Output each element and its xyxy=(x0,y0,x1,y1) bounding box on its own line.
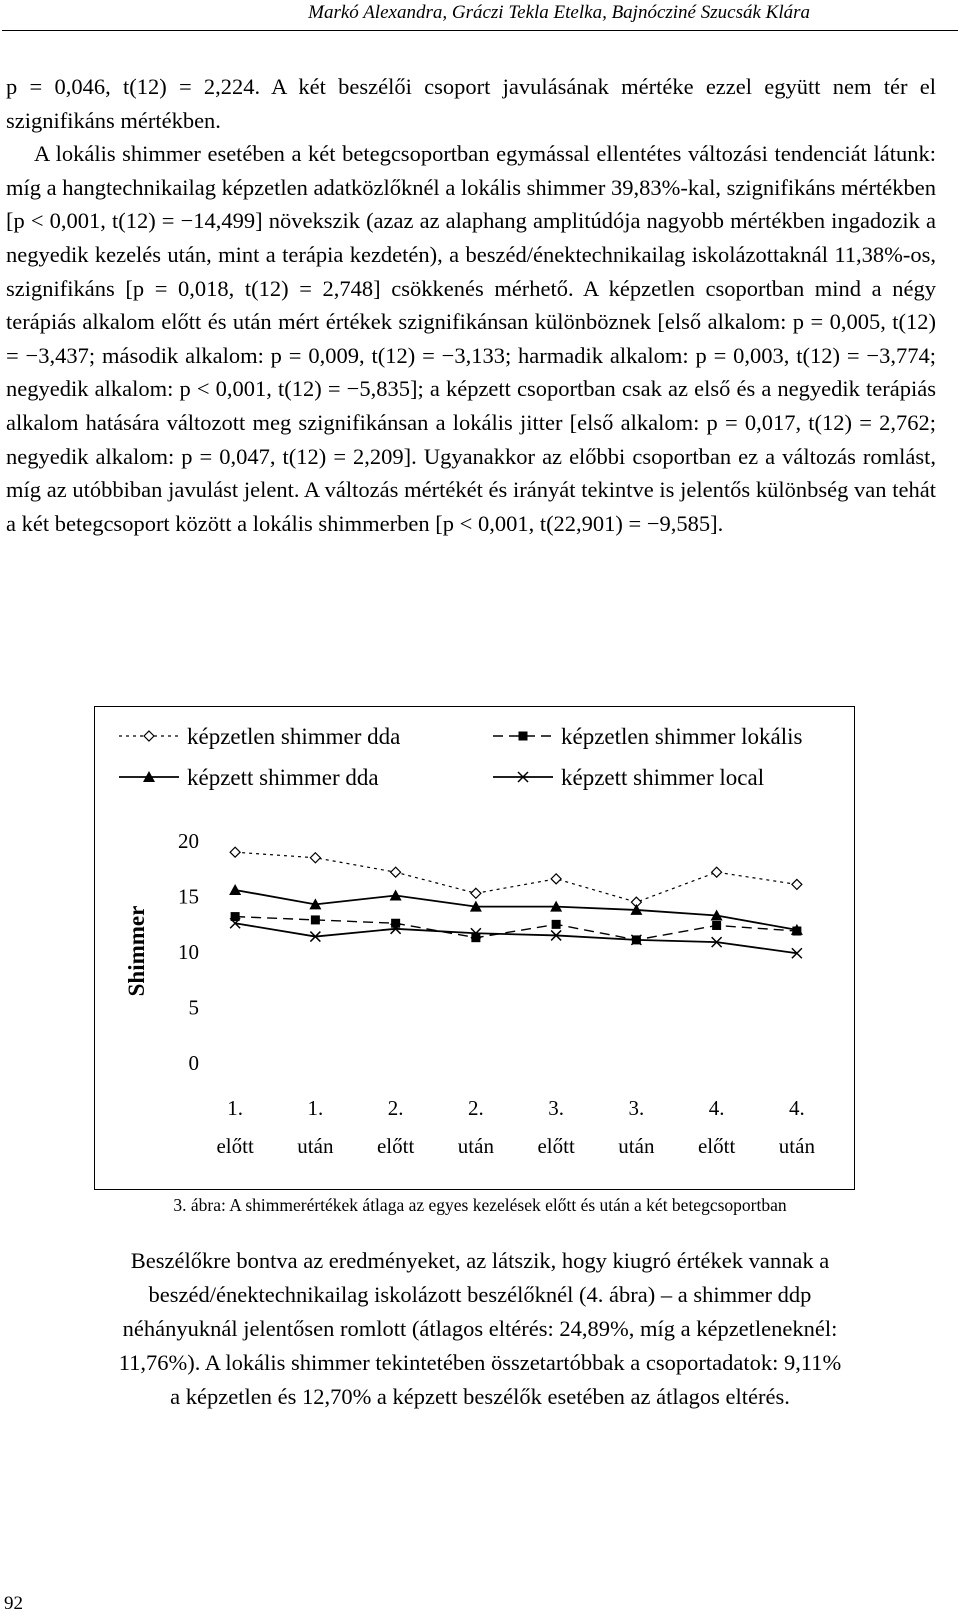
paragraph-local-shimmer: A lokális shimmer esetében a két betegcsoportban egymással ellentétes változási tendenciát látunk: míg a hangtechnikailag képzetlen adatközlőknél a lokális shimmer 39,83%-kal, szignifikáns mértékben [p < 0,001, t(12) = −14,499] növekszik (azaz az alaphang amplitúdója nagyobb mértékben ingadozik a negyedik kezelés után, mint a terápia kezdetén), a beszéd/énektechnikailag iskolázottaknál 11,38%-os, szignifikáns [p = 0,018, t(12) = 2,748] csökkenés mérhető. A képzetlen csoportban mind a négy terápiás alkalom előtt és után mért értékek szignifikánsan különböznek [első alkalom: p = 0,005, t(12) = −3,437; második alkalom: p = 0,009, t(12) = −3,133; harmadik alkalom: p = 0,003, t(12) = −3,774; negyedik alkalom: p < 0,001, t(12) = −5,835]; a képzett csoportban csak az első és a negyedik terápiás alkalom hatására változott meg szignifikánsan a lokális jitter [első alkalom: p = 0,017, t(12) = 2,762; negyedik alkalom: p = 0,047, t(12) = 2,209]. Ugyanakkor az előbbi csoportban ez a változás romlást, míg az utóbbiban javulást jelent. A változás mértékét és irányát tekintve is jelentős különbség van tehát a két betegcsoport között a lokális shimmerben [p < 0,001, t(22,901) = −9,585]. xyxy=(6,141,936,536)
data-point xyxy=(792,879,802,889)
legend-label: képzetlen shimmer dda xyxy=(187,724,401,749)
header-rule xyxy=(2,30,958,31)
data-point xyxy=(551,874,561,884)
data-point xyxy=(552,920,561,929)
data-point xyxy=(712,921,721,930)
legend-label: képzett shimmer local xyxy=(561,765,765,790)
series-line xyxy=(235,852,797,902)
closing-line: 11,76%). A lokális shimmer tekintetében összetartóbbak a csoportadatok: 9,11% xyxy=(118,1350,842,1375)
legend-marker xyxy=(144,731,154,741)
x-tick-label: után xyxy=(778,1134,815,1158)
shimmer-chart xyxy=(94,706,855,1190)
y-tick-label: 15 xyxy=(178,884,199,909)
y-tick-label: 5 xyxy=(188,995,199,1020)
legend-label: képzett shimmer dda xyxy=(187,765,379,790)
page-number: 92 xyxy=(4,1593,23,1614)
header-authors: Markó Alexandra, Gráczi Tekla Etelka, Bajnócziné Szucsák Klára xyxy=(308,2,810,23)
x-tick-label: 2. xyxy=(468,1096,484,1120)
x-tick-label: előtt xyxy=(537,1134,575,1158)
y-axis-label: Shimmer xyxy=(124,905,149,997)
x-tick-label: előtt xyxy=(216,1134,254,1158)
y-tick-label: 0 xyxy=(188,1051,199,1075)
y-tick-label: 10 xyxy=(178,940,199,964)
data-point xyxy=(230,847,240,857)
x-tick-label: 4. xyxy=(789,1096,805,1120)
x-tick-label: előtt xyxy=(697,1134,736,1158)
closing-paragraph xyxy=(0,1244,960,1414)
x-tick-label: 2. xyxy=(387,1096,404,1120)
x-tick-label: után xyxy=(297,1134,334,1158)
data-point xyxy=(712,867,722,877)
x-tick-label: után xyxy=(457,1134,494,1158)
data-point xyxy=(471,933,480,942)
x-tick-label: 1. xyxy=(307,1096,324,1120)
figure-caption: 3. ábra: A shimmerértékek átlaga az egyes kezelések előtt és után a két betegcsoportban xyxy=(173,1195,787,1215)
closing-line: beszéd/énektechnikailag iskolázott beszélőknél (4. ábra) – a shimmer ddp xyxy=(148,1282,812,1307)
closing-line: a képzetlen és 12,70% a képzett beszélők esetében az átlagos eltérés. xyxy=(170,1384,790,1409)
closing-line: Beszélőkre bontva az eredményeket, az látszik, hogy kiugró értékek vannak a xyxy=(130,1248,830,1273)
data-point xyxy=(310,853,320,863)
body-text xyxy=(6,70,936,540)
paragraph-continuation: p = 0,046, t(12) = 2,224. A két beszélői csoport javulásának mértéke ezzel együtt nem tér el szignifikáns mértékben. xyxy=(6,74,936,133)
data-point xyxy=(311,915,320,924)
legend-label: képzetlen shimmer lokális xyxy=(561,724,803,749)
y-tick-label: 20 xyxy=(178,829,199,853)
data-point xyxy=(471,888,481,898)
chart-svg xyxy=(95,707,853,1188)
running-header xyxy=(0,0,960,28)
x-tick-label: 3. xyxy=(548,1096,564,1120)
x-tick-label: 1. xyxy=(227,1096,243,1120)
x-tick-label: 4. xyxy=(708,1096,725,1120)
x-tick-label: előtt xyxy=(376,1134,415,1158)
legend-marker xyxy=(519,732,528,741)
data-point xyxy=(390,890,402,901)
x-tick-label: után xyxy=(618,1134,655,1158)
closing-line: néhányuknál jelentősen romlott (átlagos eltérés: 24,89%, míg a képzetleneknél: xyxy=(122,1316,838,1341)
data-point xyxy=(391,867,401,877)
x-tick-label: 3. xyxy=(628,1096,645,1120)
data-point xyxy=(229,884,241,895)
